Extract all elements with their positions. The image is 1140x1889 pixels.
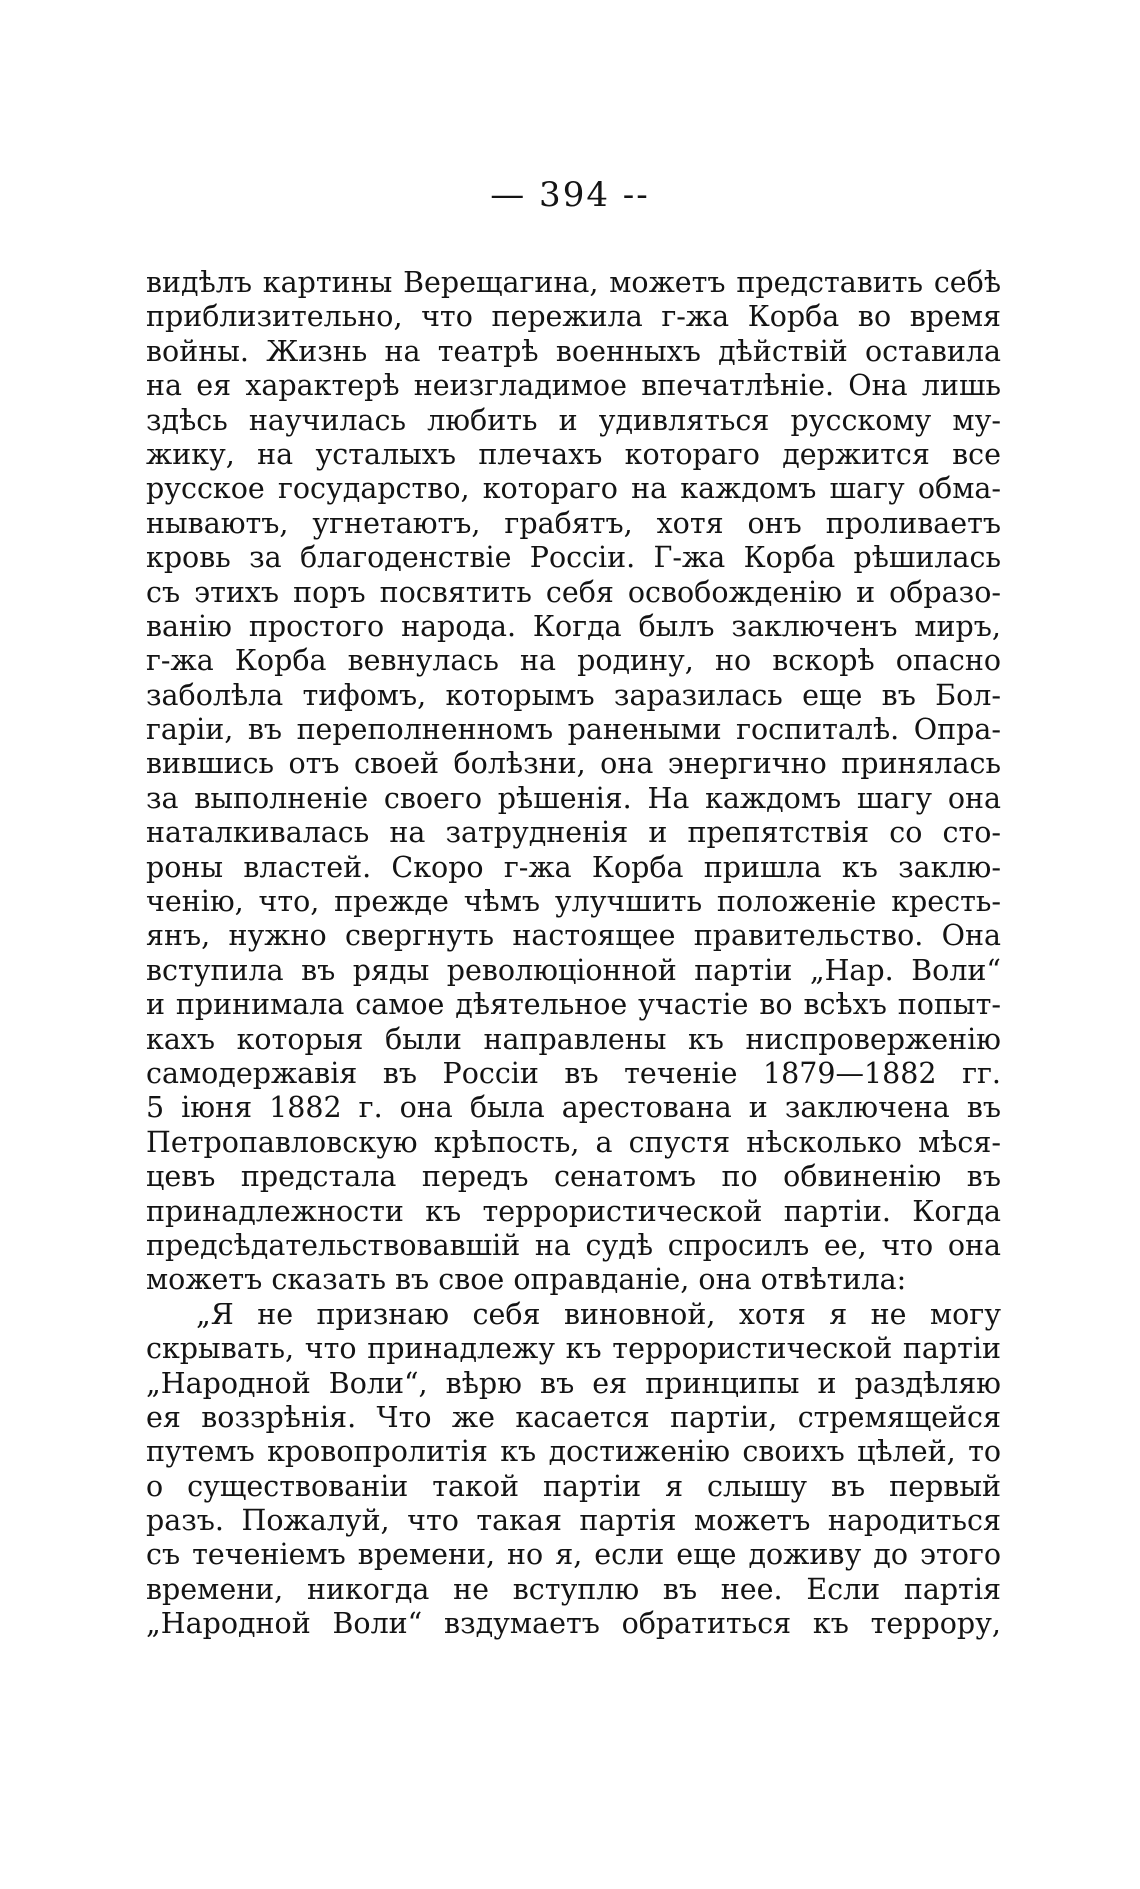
quote-first-line: „Я не признаю себя виновной, хотя я не могу bbox=[196, 1297, 1001, 1331]
text-line: кахъ которыя были направлены къ ниспроверженію bbox=[146, 1022, 1001, 1056]
text-line: и принимала самое дѣятельное участіе во всѣхъ попыт- bbox=[146, 988, 1001, 1022]
text-line: кровь за благоденствіе Россіи. Г-жа Корба рѣшилась bbox=[146, 541, 1001, 575]
text-line: скрывать, что принадлежу къ террористической партіи bbox=[146, 1332, 1001, 1366]
body-text bbox=[146, 266, 1001, 1642]
text-line: времени, никогда не вступлю въ нее. Если партія bbox=[146, 1572, 1001, 1606]
text-line: янъ, нужно свергнуть настоящее правительство. Она bbox=[146, 919, 1001, 953]
text-line: путемъ кровопролитія къ достиженію своихъ цѣлей, то bbox=[146, 1435, 1001, 1469]
text-line: съ теченіемъ времени, но я, если еще доживу до этого bbox=[146, 1538, 1001, 1572]
text-line: ченію, что, прежде чѣмъ улучшить положеніе кресть- bbox=[146, 885, 1001, 919]
text-line: „Народной Воли“, вѣрю въ ея принципы и раздѣляю bbox=[146, 1366, 1001, 1400]
text-line: ея воззрѣнія. Что же касается партіи, стремящейся bbox=[146, 1400, 1001, 1434]
text-line: нываютъ, угнетаютъ, грабятъ, хотя онъ проливаетъ bbox=[146, 506, 1001, 540]
text-line: наталкивалась на затрудненія и препятствія со сто- bbox=[146, 816, 1001, 850]
text-line: ванію простого народа. Когда былъ заключенъ миръ, bbox=[146, 609, 1001, 643]
text-line: здѣсь научилась любить и удивляться русскому му- bbox=[146, 403, 1001, 437]
text-line: гаріи, въ переполненномъ ранеными госпиталѣ. Опра- bbox=[146, 713, 1001, 747]
text-line: за выполненіе своего рѣшенія. На каждомъ шагу она bbox=[146, 781, 1001, 815]
text-line: русское государство, котораго на каждомъ шагу обма- bbox=[146, 472, 1001, 506]
text-line: предсѣдательствовавшій на судѣ спросилъ ее, что она bbox=[146, 1228, 1001, 1262]
text-line: цевъ предстала передъ сенатомъ по обвиненію въ bbox=[146, 1160, 1001, 1194]
text-line: жику, на усталыхъ плечахъ котораго держится все bbox=[146, 437, 1001, 471]
text-line: Петропавловскую крѣпость, а спустя нѣсколько мѣся- bbox=[146, 1125, 1001, 1159]
text-line: самодержавія въ Россіи въ теченіе 1879—1882 гг. bbox=[146, 1056, 1001, 1090]
text-line: на ея характерѣ неизгладимое впечатлѣніе. Она лишь bbox=[146, 369, 1001, 403]
text-line: вившись отъ своей болѣзни, она энергично принялась bbox=[146, 747, 1001, 781]
text-line: принадлежности къ террористической партіи. Когда bbox=[146, 1194, 1001, 1228]
text-line: съ этихъ поръ посвятить себя освобожденію и образо- bbox=[146, 575, 1001, 609]
text-line: вступила въ ряды революціонной партіи „Нар. Воли“ bbox=[146, 953, 1001, 987]
text-line: о существованіи такой партіи я слышу въ первый bbox=[146, 1469, 1001, 1503]
text-line: г-жа Корба вевнулась на родину, но вскорѣ опасно bbox=[146, 644, 1001, 678]
text-line: видѣлъ картины Верещагина, можетъ представить себѣ bbox=[146, 266, 1001, 299]
text-line: „Народной Воли“ вздумаетъ обратиться къ террору, bbox=[146, 1607, 1001, 1641]
text-line: заболѣла тифомъ, которымъ заразилась еще въ Бол- bbox=[146, 678, 1001, 712]
text-line: роны властей. Скоро г-жа Корба пришла къ заклю- bbox=[146, 850, 1001, 884]
page-number: — 394 -- bbox=[490, 175, 650, 215]
text-line: 5 іюня 1882 г. она была арестована и заключена въ bbox=[146, 1091, 1001, 1125]
text-line: разъ. Пожалуй, что такая партія можетъ народиться bbox=[146, 1504, 1001, 1538]
text-line: войны. Жизнь на театрѣ военныхъ дѣйствій оставила bbox=[146, 334, 1001, 368]
text-line: можетъ сказать въ свое оправданіе, она отвѣтила: bbox=[146, 1263, 907, 1297]
text-line: приблизительно, что пережила г-жа Корба во время bbox=[146, 300, 1001, 334]
